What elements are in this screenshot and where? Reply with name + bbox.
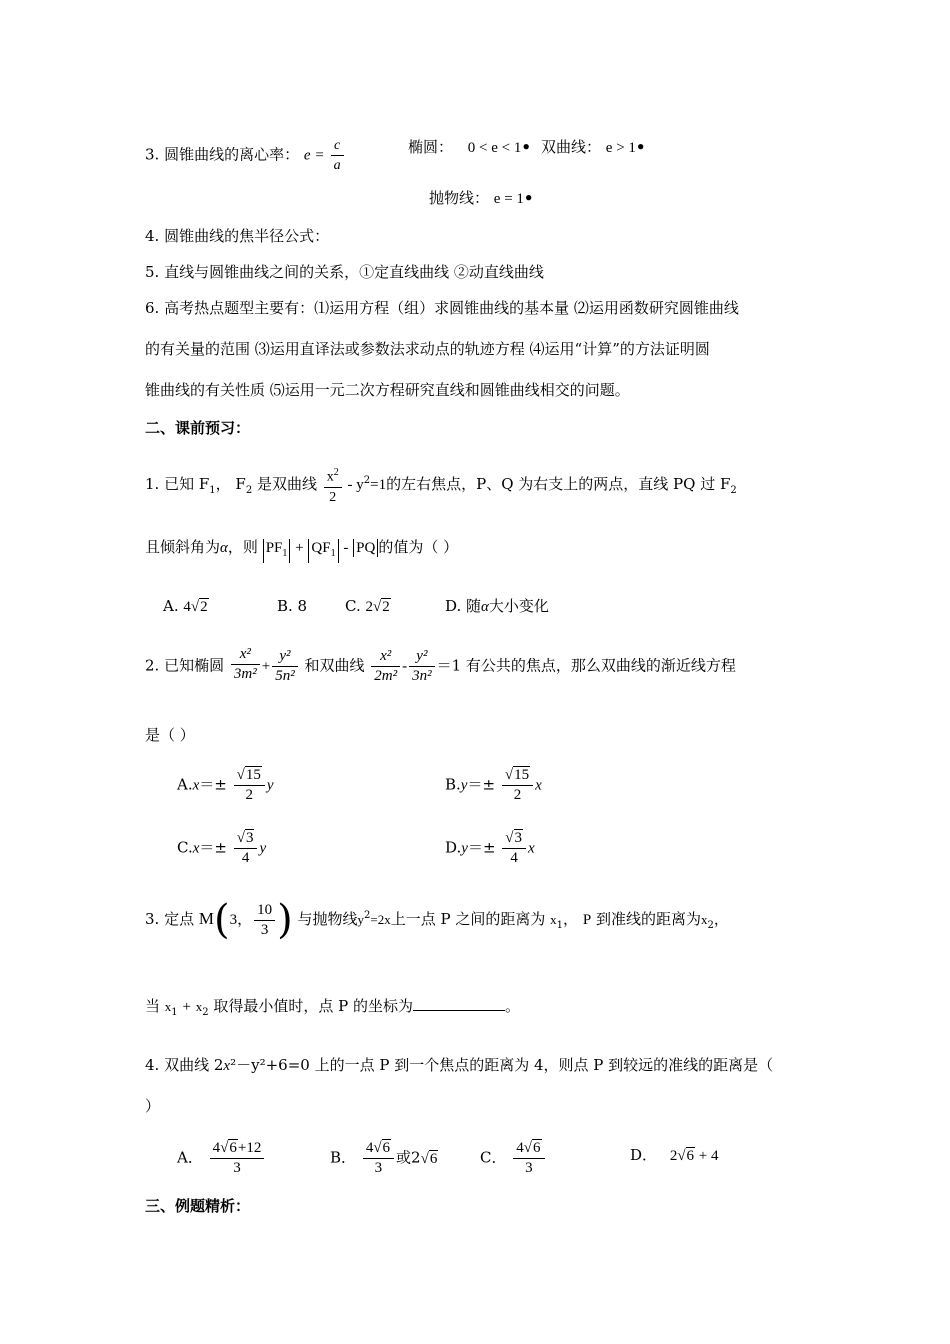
option-c-fraction: $\frac{4√6}{3}$ bbox=[513, 1140, 544, 1177]
abs-qf1: $QF_1$ bbox=[308, 539, 338, 563]
f1-sub: 1 bbox=[209, 484, 216, 496]
point-m: M bbox=[198, 909, 214, 928]
q1-prefix: 1. 已知 F bbox=[145, 474, 210, 493]
fraction-numerator: c bbox=[331, 137, 344, 156]
abs-pq: PQ bbox=[353, 539, 378, 557]
left-paren: ( bbox=[214, 897, 230, 943]
q1-f2: ， F bbox=[215, 474, 246, 493]
parabola-condition bbox=[429, 188, 534, 209]
parabola-label: 抛物线： bbox=[429, 189, 490, 207]
q4-line-1: 4. 双曲线 2x²－y²+6=0 上的一点 P 到一个焦点的距离为 4，则点 P 到较远的准线的距离是（ bbox=[145, 1056, 774, 1074]
right-paren: ) bbox=[277, 897, 293, 943]
hyperbola-condition bbox=[541, 137, 646, 158]
ellipse-label: 椭圆： bbox=[408, 138, 454, 156]
q1-line-2 bbox=[145, 537, 458, 563]
e-symbol: e bbox=[303, 147, 311, 164]
q2-line-2: 是（ ） bbox=[145, 726, 195, 744]
q2-post: ＝1 有公共的焦点，那么双曲线的渐近线方程 bbox=[436, 656, 736, 675]
q2-option-b: B.y＝± $\frac{√15}{2}$ x bbox=[445, 767, 542, 803]
section-2-title: 二、课前预习： bbox=[145, 419, 251, 437]
q3-line-1: 3. 定点 M(3， $\frac{10}{3}$ ) 与抛物线$y^2=2x$上一点 P 之间的距离为 $x_1$， P 到准线的距离为$x_2$， bbox=[145, 897, 729, 943]
sqrt3-over-4: $\frac{√3}{4}$ bbox=[234, 830, 258, 867]
q2-option-d: D.y＝± $\frac{√3}{4}$ x bbox=[445, 830, 535, 866]
line-conic-relation: 5. 直线与圆锥曲线之间的关系，①定直线曲线 ②动直线曲线 bbox=[145, 263, 544, 281]
q2-and: 和双曲线 bbox=[304, 656, 365, 675]
q4-option-c: C． $\frac{4√6}{3}$ bbox=[480, 1140, 547, 1177]
hot-topics-line-1: 6. 高考热点题型主要有：⑴运用方程（组）求圆锥曲线的基本量 ⑵运用函数研究圆锥曲线 bbox=[145, 299, 739, 317]
alpha-symbol: α bbox=[220, 540, 228, 556]
hyperbola-term-x: $\frac{\text{x²}}{\text{2m²}}$ bbox=[371, 648, 400, 685]
eq-symbol: = bbox=[315, 147, 324, 164]
q1-line2-mid: ，则 bbox=[227, 538, 258, 556]
bullet-dot: • bbox=[521, 138, 531, 156]
eccentricity-line bbox=[145, 137, 346, 174]
sqrt-sign: √2 bbox=[190, 599, 208, 615]
y-square: 2 bbox=[363, 474, 371, 486]
fraction-denominator: a bbox=[333, 158, 341, 173]
bullet-dot: • bbox=[523, 189, 534, 207]
fraction-numerator: $x^2$ bbox=[324, 464, 342, 488]
bullet-dot: • bbox=[635, 138, 646, 156]
c-over-a-fraction bbox=[331, 137, 344, 174]
q1-line2-post: 的值为（ ） bbox=[378, 538, 459, 556]
q2-line-1: 2. 已知椭圆 $\frac{\text{x²}}{\text{3m²}}$ + $\frac{\text{y²}}{\text{5n²}}$ 和双曲线 $\frac{\text{x²}}{\text{2m²}}$ - $\frac{\text{y²}}{\text{3n²}}$ ＝1 有公共的焦点，那么双曲线的渐近线方程 bbox=[145, 646, 736, 684]
sqrt15-over-2: $\frac{√15}{2}$ bbox=[502, 767, 533, 804]
q3-line-2: 当 $x_1 + x_2$ 取得最小值时，点 P 的坐标为 。 bbox=[145, 997, 521, 1018]
q1-option-c: C. 2√2 bbox=[345, 597, 390, 615]
q4-option-d: D． 2√6 + 4 bbox=[630, 1146, 719, 1164]
hot-topics-line-3: 锥曲线的有关性质 ⑸运用一元二次方程研究直线和圆锥曲线相交的问题。 bbox=[145, 381, 630, 399]
eq-one: =1 bbox=[370, 476, 387, 493]
eccentricity-label: 3. 圆锥曲线的离心率： bbox=[145, 145, 300, 164]
q1-option-d: D. 随α大小变化 bbox=[445, 597, 549, 615]
answer-blank[interactable] bbox=[413, 996, 505, 1011]
q2-option-c: C.x＝± $\frac{√3}{4}$ y bbox=[177, 830, 267, 866]
ellipse-term-x: $\frac{\text{x²}}{\text{3m²}}$ bbox=[231, 646, 260, 683]
q1-line2-prefix: 且倾斜角为 bbox=[145, 538, 221, 556]
q4-line-2: ） bbox=[145, 1097, 161, 1115]
f2-sub: 2 bbox=[730, 484, 737, 496]
q1-option-a: A. 4√2 bbox=[163, 597, 208, 615]
hyperbola-term-y: $\frac{\text{y²}}{\text{3n²}}$ bbox=[409, 648, 435, 685]
q4-option-a: A． $\frac{4√6+12}{3}$ bbox=[177, 1140, 266, 1177]
f2-sub: 2 bbox=[245, 484, 253, 496]
q1-line-1 bbox=[145, 464, 737, 506]
q3-prefix: 3. 定点 bbox=[145, 910, 195, 928]
sqrt-sign: √2 bbox=[373, 599, 390, 615]
sqrt3-over-4: $\frac{√3}{4}$ bbox=[502, 830, 526, 867]
hyperbola-cond: e > 1 bbox=[605, 140, 636, 156]
section-3-title: 三、例题精析： bbox=[145, 1197, 251, 1215]
option-a-fraction: $\frac{4√6+12}{3}$ bbox=[210, 1140, 265, 1177]
q4-option-b: B． $\frac{4√6}{3}$ 或2√6 bbox=[330, 1140, 438, 1176]
ten-over-three: $\frac{10}{3}$ bbox=[254, 902, 275, 939]
minus-y: - y bbox=[343, 476, 364, 493]
ellipse-term-y: $\frac{\text{y²}}{\text{5n²}}$ bbox=[272, 648, 298, 685]
ellipse-condition bbox=[408, 137, 531, 158]
hyperbola-label: 双曲线： bbox=[541, 138, 602, 156]
ellipse-cond: 0 < e < 1 bbox=[467, 140, 522, 156]
q1-option-b: B. 8 bbox=[277, 597, 308, 615]
parabola-cond: e = 1 bbox=[493, 191, 524, 207]
q2-option-a: A.x＝± $\frac{√15}{2}$ y bbox=[177, 767, 274, 803]
fraction-denominator: 2 bbox=[329, 489, 337, 505]
q1-mid: 是双曲线 bbox=[252, 474, 317, 493]
plus-sign: + bbox=[295, 540, 304, 556]
sqrt15-over-2: $\frac{√15}{2}$ bbox=[234, 767, 265, 804]
q1-post: 的左右焦点，P、Q 为右支上的两点，直线 PQ 过 F bbox=[386, 474, 731, 493]
minus-sign: - bbox=[343, 540, 349, 556]
abs-pf1: $PF_1$ bbox=[263, 539, 291, 563]
option-b-fraction: $\frac{4√6}{3}$ bbox=[363, 1140, 394, 1177]
focal-radius-line: 4. 圆锥曲线的焦半径公式： bbox=[145, 227, 330, 245]
x2-over-2-fraction bbox=[324, 464, 342, 506]
q2-prefix: 2. 已知椭圆 bbox=[145, 656, 225, 675]
hot-topics-line-2: 的有关量的范围 ⑶运用直译法或参数法求动点的轨迹方程 ⑷运用“计算”的方法证明圆 bbox=[145, 340, 710, 358]
